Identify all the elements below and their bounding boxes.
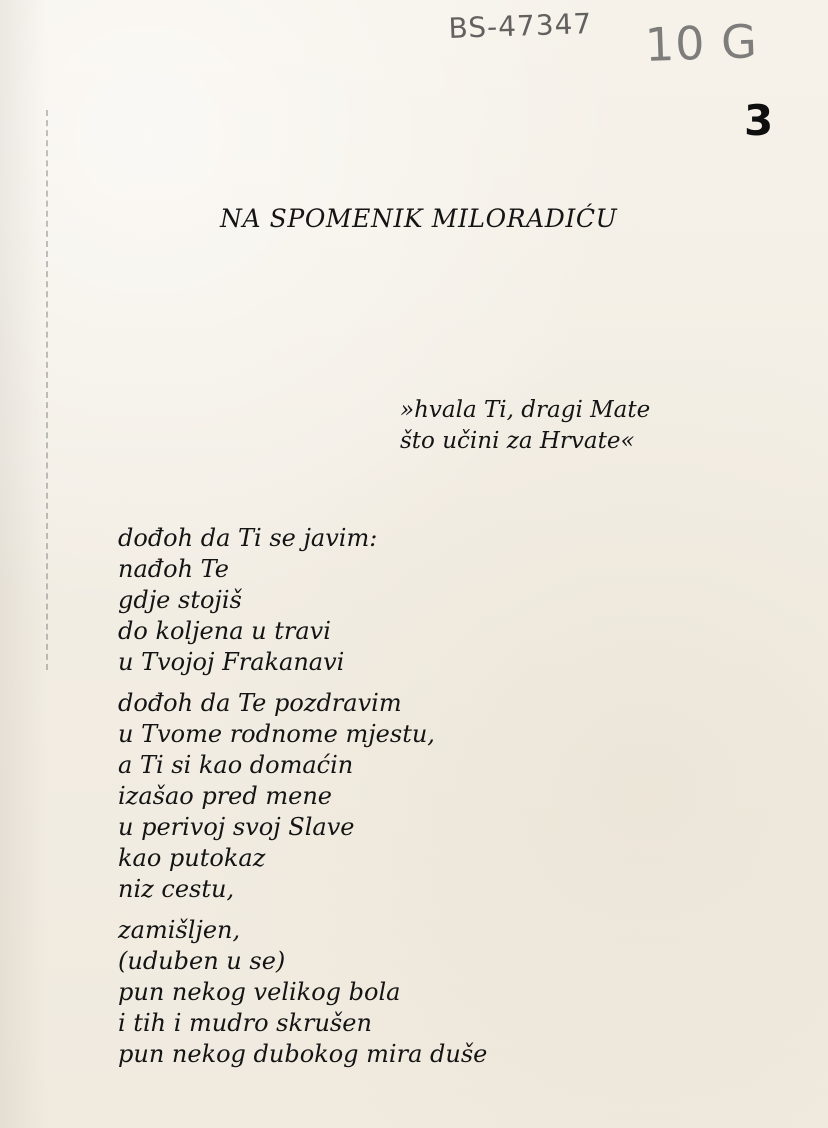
poem-line: u perivoj svoj Slave (118, 813, 355, 841)
poem-line: dođoh da Ti se javim: (118, 524, 378, 552)
poem-line: pun nekog dubokog mira duše (118, 1040, 488, 1068)
poem-line: u Tvome rodnome mjestu, (118, 720, 435, 748)
poem-line: kao putokaz (118, 844, 266, 872)
stanza-2 (118, 688, 435, 905)
epigraph (400, 395, 650, 457)
poem-line: zamišljen, (118, 916, 241, 944)
page-number: 3 (744, 96, 774, 145)
poem-line: a Ti si kao domaćin (118, 751, 354, 779)
poem-line: do koljena u travi (118, 617, 331, 645)
epigraph-line: »hvala Ti, dragi Mate (400, 397, 651, 423)
poem-title: NA SPOMENIK MILORADIĆU (220, 204, 618, 233)
poem-line: pun nekog velikog bola (118, 978, 401, 1006)
handwritten-code: BS-47347 (448, 6, 593, 45)
stanza-3 (118, 915, 487, 1070)
poem-line: (uduben u se) (118, 947, 286, 975)
handwritten-folio: 10 G (644, 14, 759, 72)
page-fold-mark (46, 110, 48, 670)
poem-line: u Tvojoj Frakanavi (118, 648, 345, 676)
poem-line: i tih i mudro skrušen (118, 1009, 372, 1037)
poem-line: niz cestu, (118, 875, 235, 903)
poem-line: gdje stojiš (118, 586, 242, 614)
poem-line: nađoh Te (118, 555, 230, 583)
poem-line: izašao pred mene (118, 782, 332, 810)
epigraph-line: što učini za Hrvate« (400, 428, 635, 454)
stanza-1 (118, 523, 377, 678)
poem-line: dođoh da Te pozdravim (118, 689, 402, 717)
page-edge-shadow (0, 0, 48, 1128)
